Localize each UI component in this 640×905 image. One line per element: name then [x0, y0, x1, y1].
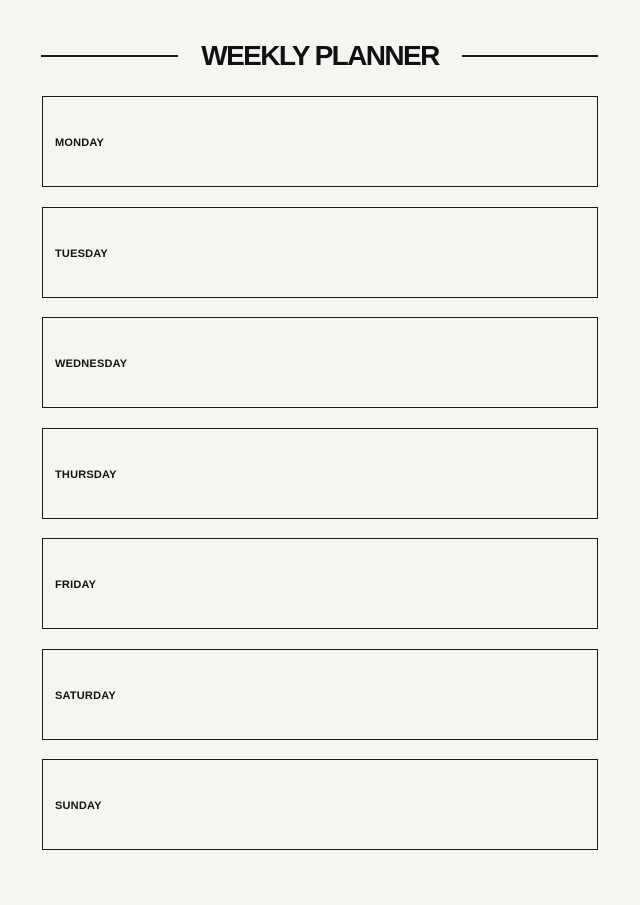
day-box-monday[interactable]	[42, 96, 598, 187]
day-label-wednesday: WEDNESDAY	[55, 358, 128, 370]
day-box-tuesday[interactable]	[42, 207, 598, 298]
day-label-saturday: SATURDAY	[55, 689, 116, 702]
day-box-friday[interactable]	[42, 538, 598, 629]
day-label-sunday: SUNDAY	[55, 800, 102, 812]
day-label-tuesday: TUESDAY	[55, 247, 108, 260]
header-divider-left	[41, 55, 178, 57]
page-title: WEEKLY PLANNER	[201, 40, 439, 71]
day-box-thursday[interactable]	[42, 428, 598, 519]
planner-header	[0, 32, 640, 82]
day-box-saturday[interactable]	[42, 649, 598, 740]
day-list	[42, 96, 598, 870]
day-label-thursday: THURSDAY	[55, 468, 117, 481]
day-box-sunday[interactable]	[42, 759, 598, 850]
day-label-monday: MONDAY	[55, 137, 105, 149]
day-box-wednesday[interactable]	[42, 317, 598, 408]
day-label-friday: FRIDAY	[55, 579, 97, 591]
header-divider-right	[462, 55, 598, 57]
